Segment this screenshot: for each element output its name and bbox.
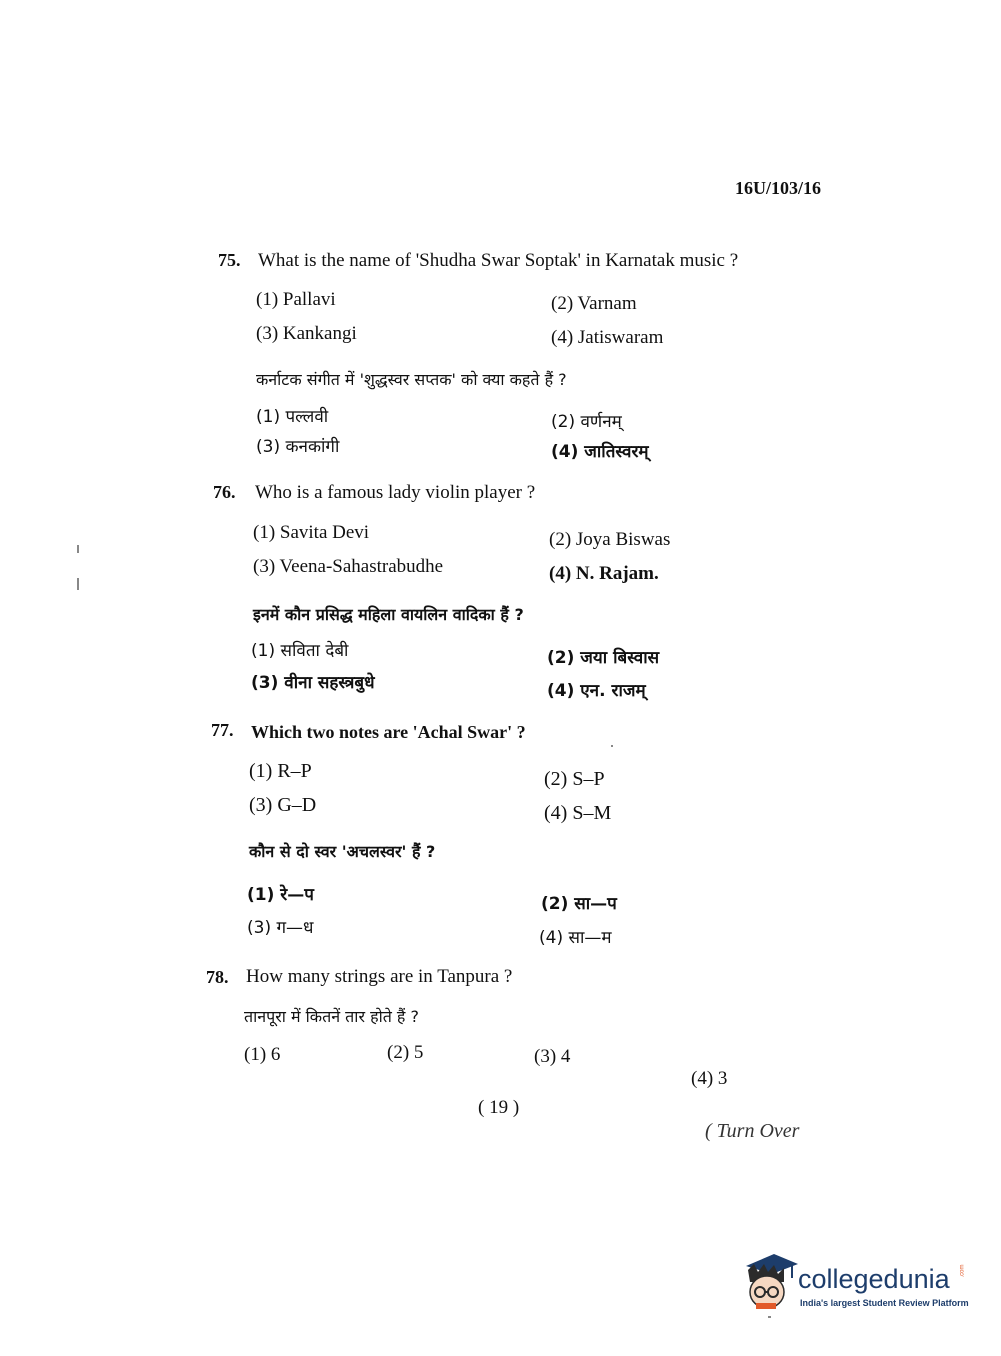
option-2-en: (2) Joya Biswas (549, 529, 671, 550)
question-number: 76. (213, 482, 236, 502)
option-3-hi: (3) ग—ध (247, 918, 314, 938)
scan-speck (77, 578, 79, 590)
option-3: (3) 4 (534, 1046, 571, 1067)
option-4-en: (4) S–M (544, 802, 612, 824)
question-text-hi: इनमें कौन प्रसिद्ध महिला वायलिन वादिका हैं ? (253, 605, 524, 624)
option-1-en: (1) Pallavi (256, 289, 336, 310)
question-number: 78. (206, 967, 229, 987)
option-3-hi: (3) कनकांगी (256, 437, 340, 457)
option-2-hi: (2) जया बिस्वास (547, 648, 660, 668)
option-2-hi: (2) वर्णनम् (551, 412, 622, 432)
option-2-hi: (2) सा—प (541, 894, 617, 914)
option-3-en: (3) G–D (249, 794, 317, 816)
question-text-hi: तानपूरा में कितनें तार होते हैं ? (244, 1007, 419, 1026)
option-1-en: (1) R–P (249, 760, 312, 782)
option-4-en: (4) N. Rajam. (549, 563, 659, 584)
option-1-hi: (1) सविता देबी (251, 641, 349, 661)
option-3-hi: (3) वीना सहस्त्रबुधे (251, 673, 375, 693)
option-2-en: (2) Varnam (551, 293, 637, 314)
question-number: 77. (211, 720, 234, 740)
option-3-en: (3) Kankangi (256, 323, 357, 344)
question-number: 75. (218, 250, 241, 270)
option-4: (4) 3 (691, 1068, 728, 1089)
option-2-en: (2) S–P (544, 768, 605, 790)
option-3-en: (3) Veena-Sahastrabudhe (253, 556, 444, 577)
question-text-en: Who is a famous lady violin player ? (255, 482, 536, 503)
option-4-hi: (4) जातिस्वरम् (551, 442, 649, 462)
scan-speck (77, 545, 79, 553)
question-text-en: How many strings are in Tanpura ? (246, 966, 513, 987)
question-text-hi: कौन से दो स्वर 'अचलस्वर' हैं ? (249, 842, 436, 861)
option-1-hi: (1) रे—प (247, 885, 314, 905)
page-number: ( 19 ) (478, 1097, 520, 1118)
question-text-hi: कर्नाटक संगीत में 'शुद्धस्वर सप्तक' को क्या कहते हैं ? (256, 370, 567, 389)
option-1-en: (1) Savita Devi (253, 522, 370, 543)
mascot-logo-icon (740, 1252, 798, 1314)
turn-over-note: ( Turn Over (705, 1120, 800, 1142)
option-2: (2) 5 (387, 1042, 424, 1063)
brand-name: collegedunia (798, 1264, 950, 1294)
question-text-en: What is the name of 'Shudha Swar Soptak' in Karnatak music ? (258, 250, 739, 271)
option-4-en: (4) Jatiswaram (551, 327, 664, 348)
option-4-hi: (4) सा—म (539, 928, 612, 948)
option-4-hi: (4) एन. राजम् (547, 681, 646, 701)
brand-suffix: .com (959, 1264, 966, 1278)
option-1: (1) 6 (244, 1044, 281, 1065)
paper-code: 16U/103/16 (735, 178, 822, 198)
scan-speck (611, 745, 613, 747)
question-text-en: Which two notes are 'Achal Swar' ? (251, 722, 526, 742)
option-1-hi: (1) पल्लवी (256, 407, 329, 427)
collegedunia-watermark (740, 1252, 970, 1322)
brand-tagline: India's largest Student Review Platform (800, 1298, 969, 1308)
